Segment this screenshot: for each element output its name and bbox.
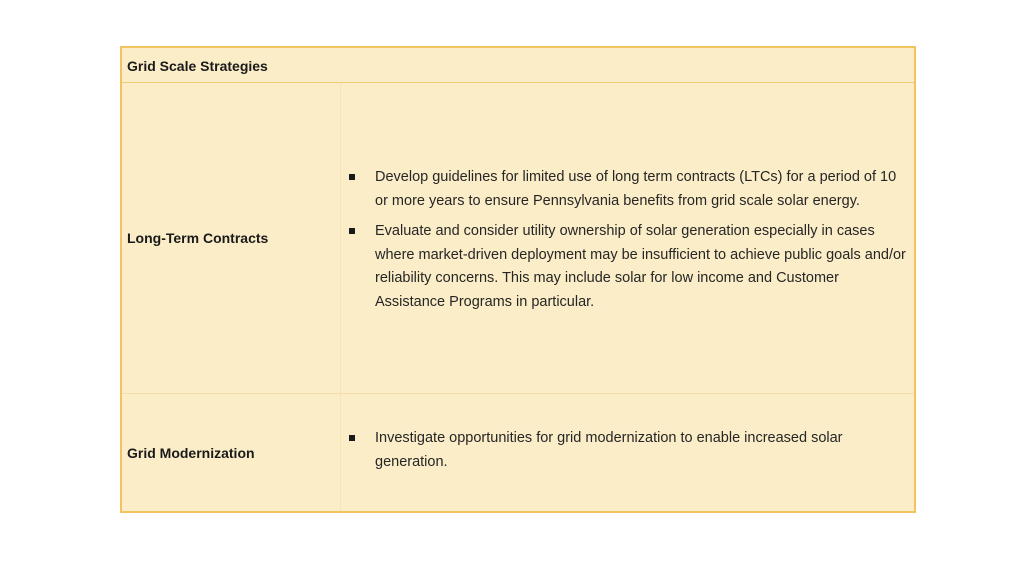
bullet-text: Evaluate and consider utility ownership of solar generation especially in cases where market-driven deployment may be insufficient to achieve public goals and/or reliability concerns. This may include solar for low income and Customer Assistance Programs in particular. — [375, 223, 906, 310]
bullet-item — [341, 166, 914, 213]
row-content-cell — [341, 394, 914, 511]
table-header-title: Grid Scale Strategies — [127, 58, 268, 74]
square-bullet-icon — [349, 435, 355, 441]
square-bullet-icon — [349, 228, 355, 234]
bullet-text: Investigate opportunities for grid modernization to enable increased solar generation. — [375, 430, 843, 470]
row-label-cell — [122, 394, 341, 511]
row-label-long-term-contracts: Long-Term Contracts — [127, 230, 269, 246]
table-row-long-term-contracts — [122, 83, 914, 394]
bullet-item — [341, 220, 914, 314]
square-bullet-icon — [349, 174, 355, 180]
bullet-text: Develop guidelines for limited use of long term contracts (LTCs) for a period of 10 or more years to ensure Pennsylvania benefits from grid scale solar energy. — [375, 169, 897, 209]
row-label-cell — [122, 83, 341, 393]
row-content-cell — [341, 83, 914, 393]
table-row-grid-modernization — [122, 394, 914, 511]
row-label-grid-modernization: Grid Modernization — [127, 444, 255, 461]
strategy-table — [120, 46, 916, 513]
bullet-item — [341, 427, 914, 474]
table-header-row — [122, 48, 914, 83]
